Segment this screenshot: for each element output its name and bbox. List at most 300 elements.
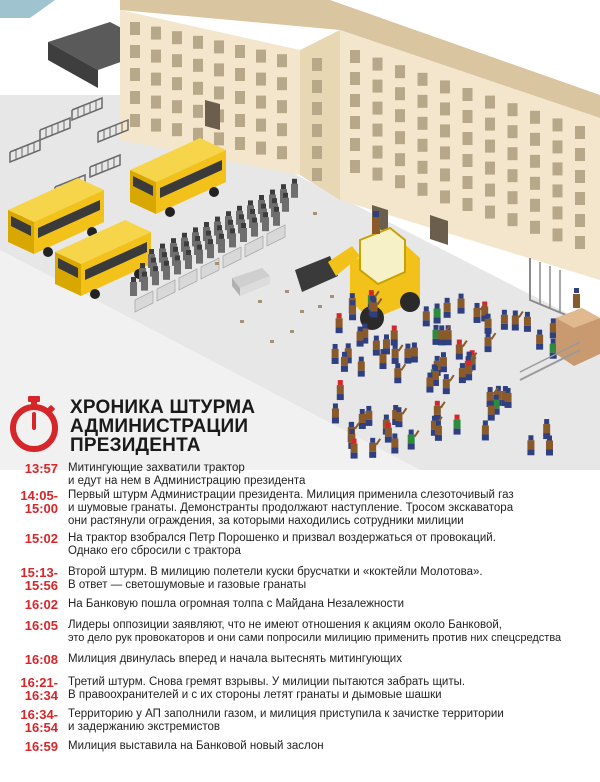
police-helmet — [239, 214, 244, 219]
protester-legs — [440, 366, 447, 372]
window — [235, 91, 245, 104]
window — [312, 146, 322, 159]
protester-legs — [550, 332, 557, 338]
entry-text: Третий штурм. Снова гремят взрывы. У милиции пытаются забрать щиты. В правоохранителей и с их стороны летят гранаты и дымовые шашки — [68, 676, 466, 701]
protester-legs — [485, 346, 492, 352]
window — [130, 114, 140, 127]
protester-hat — [412, 343, 417, 348]
window — [395, 87, 405, 100]
window — [235, 137, 245, 150]
protester — [404, 349, 411, 358]
man-on-tractor-head — [373, 211, 379, 217]
protester-hat — [486, 332, 491, 337]
protester-hat — [444, 374, 449, 379]
police-helmet — [226, 211, 231, 216]
police-helmet — [131, 277, 136, 282]
police-helmet — [195, 236, 200, 241]
window — [235, 114, 245, 127]
window — [151, 27, 161, 40]
window — [418, 183, 428, 196]
protester — [379, 354, 386, 363]
protester-hat — [551, 339, 556, 344]
timeline-entry — [0, 653, 600, 676]
protester-legs — [371, 312, 378, 318]
window — [418, 161, 428, 174]
protester-legs — [394, 377, 401, 383]
police-helmet — [274, 207, 279, 212]
window — [277, 77, 287, 90]
window — [508, 169, 518, 182]
entry-text: Территорию у АП заполнили газом, и милиция приступила к зачистке территории и задержанию экстремистов — [68, 708, 504, 733]
window — [193, 59, 203, 72]
protester-hat — [393, 344, 398, 349]
man-on-booth — [573, 294, 580, 308]
police-helmet — [160, 244, 165, 249]
protester — [423, 311, 430, 320]
police-officer — [185, 255, 192, 269]
window — [256, 50, 266, 63]
police-helmet — [206, 231, 211, 236]
window — [463, 110, 473, 123]
entry-text: На трактор взобрался Петр Порошенко и призвал воздержаться от провокаций. Однако его сбросили с трактора — [68, 532, 496, 557]
entry-text: Лидеры оппозиции заявляют, что не имеют отношения к акциям около Банковой, это дело рук провокаторов и они сами попросили милицию применить против них спецсредства — [68, 619, 562, 644]
police-helmet — [217, 225, 222, 230]
window — [530, 111, 540, 124]
window — [395, 175, 405, 188]
window — [463, 198, 473, 211]
protester — [357, 332, 364, 341]
police-officer — [196, 250, 203, 264]
bus-wheel — [165, 207, 175, 217]
protester-legs — [444, 312, 451, 318]
police-helmet — [248, 200, 253, 205]
entry-text: Милиция выставила на Банковой новый заслон — [68, 740, 324, 752]
window — [256, 96, 266, 109]
window — [277, 54, 287, 67]
title-block — [8, 392, 308, 462]
window — [395, 153, 405, 166]
window — [350, 50, 360, 63]
protester-legs — [373, 350, 380, 356]
tractor-cabin — [360, 228, 405, 284]
protester — [341, 357, 348, 366]
entry-time: 15:13- 15:56 — [20, 565, 58, 593]
title-line: АДМИНИСТРАЦИИ — [70, 416, 249, 437]
window — [172, 77, 182, 90]
police-helmet — [175, 255, 180, 260]
police-officer — [273, 212, 280, 226]
protester-legs — [474, 317, 481, 323]
window — [350, 160, 360, 173]
bus-wheel — [90, 289, 100, 299]
protester-legs — [411, 357, 418, 363]
police-officer — [207, 244, 214, 258]
protester-legs — [512, 324, 519, 330]
window — [256, 142, 266, 155]
police-helmet — [193, 227, 198, 232]
man-on-tractor — [372, 218, 380, 234]
protester — [550, 344, 557, 353]
window — [373, 58, 383, 71]
timeline-entry — [0, 676, 600, 708]
window — [395, 109, 405, 122]
timeline-entry — [0, 566, 600, 598]
police-helmet — [252, 218, 257, 223]
protester — [443, 379, 450, 388]
window — [575, 214, 585, 227]
protester — [444, 303, 451, 312]
window — [312, 102, 322, 115]
debris-piece — [330, 295, 334, 298]
stopwatch-icon — [8, 394, 60, 454]
window — [418, 117, 428, 130]
police-helmet — [151, 258, 156, 263]
protester — [411, 348, 418, 357]
tractor-wheel — [400, 292, 420, 312]
timeline-entry — [0, 740, 600, 760]
entry-time: 16:21- 16:34 — [20, 675, 58, 703]
police-helmet — [230, 228, 235, 233]
window — [214, 63, 224, 76]
window — [373, 146, 383, 159]
protester-hat — [350, 293, 355, 298]
protester — [438, 330, 445, 339]
window — [575, 148, 585, 161]
protester — [550, 323, 557, 332]
protester-hat — [405, 344, 410, 349]
protester — [524, 317, 531, 326]
window — [508, 147, 518, 160]
protester-hat — [502, 310, 507, 315]
protester-hat — [359, 357, 364, 362]
protester-legs — [459, 377, 466, 383]
debris-piece — [258, 300, 262, 303]
window — [440, 146, 450, 159]
protester-legs — [336, 327, 343, 333]
entry-time: 16:02 — [24, 597, 58, 612]
entry-time: 16:34- 16:54 — [20, 707, 58, 735]
police-officer — [251, 223, 258, 237]
title-line: ПРЕЗИДЕНТА — [70, 435, 201, 456]
window — [508, 213, 518, 226]
protester — [332, 349, 339, 358]
protester-hat — [435, 304, 440, 309]
police-helmet — [142, 272, 147, 277]
police-officer — [229, 233, 236, 247]
window — [214, 132, 224, 145]
protester-hat — [475, 303, 480, 308]
police-helmet — [215, 217, 220, 222]
window — [373, 102, 383, 115]
debris-piece — [270, 340, 274, 343]
protester — [501, 315, 508, 324]
window — [485, 140, 495, 153]
protester-hat — [434, 325, 439, 330]
title-line: ХРОНИКА ШТУРМА — [70, 397, 256, 418]
window — [312, 58, 322, 71]
window — [193, 105, 203, 118]
protester-hat — [392, 326, 397, 331]
protester-hat — [358, 327, 363, 332]
bus-wheel — [209, 187, 219, 197]
window — [485, 118, 495, 131]
entry-time: 15:02 — [24, 531, 58, 546]
window — [350, 72, 360, 85]
window — [575, 192, 585, 205]
protester-hat — [338, 380, 343, 385]
window — [151, 50, 161, 63]
man-on-booth-head — [574, 288, 579, 293]
police-helmet — [250, 209, 255, 214]
protester — [391, 331, 398, 340]
police-helmet — [259, 195, 264, 200]
door-left — [205, 100, 220, 130]
bus-wheel — [43, 247, 53, 257]
protester-hat — [467, 352, 472, 357]
window — [530, 155, 540, 168]
police-helmet — [228, 220, 233, 225]
police-helmet — [270, 190, 275, 195]
police-helmet — [153, 266, 158, 271]
window — [130, 45, 140, 58]
protester-hat — [362, 324, 367, 329]
protester-legs — [423, 320, 430, 326]
police-helmet — [237, 206, 242, 211]
protester-hat — [427, 373, 432, 378]
protester-hat — [459, 294, 464, 299]
police-helmet — [263, 212, 268, 217]
window — [151, 119, 161, 132]
protester-hat — [350, 300, 355, 305]
window — [485, 162, 495, 175]
protester-legs — [501, 324, 508, 330]
police-officer — [218, 239, 225, 253]
police-helmet — [261, 204, 266, 209]
police-helmet — [241, 223, 246, 228]
window — [440, 168, 450, 181]
debris-piece — [313, 212, 317, 215]
protester — [458, 299, 465, 308]
window — [373, 168, 383, 181]
window — [508, 103, 518, 116]
protester — [349, 305, 356, 314]
window — [395, 131, 405, 144]
entry-text: Милиция двинулась вперед и начала вытеснять митингующих — [68, 653, 402, 665]
police-helmet — [186, 250, 191, 255]
police-helmet — [171, 238, 176, 243]
window — [530, 177, 540, 190]
window — [553, 184, 563, 197]
police-helmet — [182, 233, 187, 238]
protester-legs — [341, 366, 348, 372]
window — [508, 191, 518, 204]
window — [350, 138, 360, 151]
protester-hat — [441, 352, 446, 357]
window — [508, 125, 518, 138]
protester-hat — [435, 356, 440, 361]
police-officer — [163, 266, 170, 280]
window — [193, 82, 203, 95]
police-helmet — [149, 249, 154, 254]
window — [350, 94, 360, 107]
protester-hat — [551, 318, 556, 323]
window — [312, 80, 322, 93]
window — [277, 100, 287, 113]
entry-time: 14:05- 15:00 — [20, 488, 58, 516]
window — [553, 206, 563, 219]
protester-hat — [374, 336, 379, 341]
window — [373, 80, 383, 93]
police-helmet — [219, 234, 224, 239]
protester-hat — [333, 344, 338, 349]
police-helmet — [281, 184, 286, 189]
debris-piece — [300, 310, 304, 313]
window — [530, 199, 540, 212]
window — [277, 146, 287, 159]
protester-hat — [395, 363, 400, 368]
protester — [394, 368, 401, 377]
protester-hat — [466, 360, 471, 365]
window — [485, 184, 495, 197]
police-helmet — [173, 247, 178, 252]
window — [193, 36, 203, 49]
protester-legs — [357, 341, 364, 347]
protester-hat — [445, 298, 450, 303]
debris-piece — [285, 290, 289, 293]
window — [575, 236, 585, 249]
protester — [336, 318, 343, 327]
timeline-list — [0, 462, 600, 760]
protester — [373, 341, 380, 350]
protester-legs — [434, 318, 441, 324]
window — [151, 96, 161, 109]
protester-legs — [349, 314, 356, 320]
entry-time: 16:05 — [24, 618, 58, 633]
police-helmet — [204, 222, 209, 227]
protester-hat — [337, 313, 342, 318]
protester-hat — [369, 290, 374, 295]
window — [172, 123, 182, 136]
police-officer — [240, 228, 247, 242]
entry-text: Митингующие захватили трактор и едут на нем в Администрацию президента — [68, 462, 306, 487]
protester-hat — [372, 298, 377, 303]
debris-piece — [215, 262, 219, 265]
window — [575, 126, 585, 139]
protester-legs — [392, 358, 399, 364]
protester-hat — [346, 343, 351, 348]
protester-hat — [439, 325, 444, 330]
window — [485, 96, 495, 109]
timeline-entry — [0, 708, 600, 740]
window — [312, 124, 322, 137]
window — [130, 22, 140, 35]
window — [235, 45, 245, 58]
police-officer — [152, 271, 159, 285]
police-helmet — [197, 245, 202, 250]
protester — [371, 303, 378, 312]
window — [350, 116, 360, 129]
protester — [485, 337, 492, 346]
protester — [440, 357, 447, 366]
protester — [456, 345, 463, 354]
window — [130, 68, 140, 81]
protester — [465, 365, 472, 374]
police-helmet — [164, 261, 169, 266]
protester-hat — [380, 349, 385, 354]
protester — [392, 349, 399, 358]
protester — [536, 335, 543, 344]
protester-legs — [465, 374, 472, 380]
police-officer — [291, 184, 298, 198]
entry-time: 16:08 — [24, 652, 58, 667]
window — [440, 190, 450, 203]
window — [418, 95, 428, 108]
window — [214, 40, 224, 53]
corner-slab — [0, 0, 55, 18]
window — [553, 162, 563, 175]
protester — [434, 309, 441, 318]
protester-hat — [384, 334, 389, 339]
police-officer — [282, 198, 289, 212]
protester-hat — [513, 310, 518, 315]
police-helmet — [184, 241, 189, 246]
protester-hat — [460, 363, 465, 368]
police-helmet — [140, 263, 145, 268]
timeline-entry — [0, 619, 600, 653]
entry-text: Первый штурм Администрации президента. Милиция применила слезоточивый газ и шумовые гранаты. Демонстранты продолжают наступление. Тросом экскаватора они растянули ограждения, за которыми находились сотрудники милиции — [68, 489, 514, 527]
protester-legs — [358, 371, 365, 377]
window — [485, 206, 495, 219]
window — [553, 140, 563, 153]
timeline-section — [0, 392, 600, 782]
protester-hat — [486, 314, 491, 319]
protester-legs — [524, 326, 531, 332]
protester-legs — [445, 339, 452, 345]
window — [172, 31, 182, 44]
window — [395, 65, 405, 78]
police-helmet — [162, 252, 167, 257]
window — [277, 123, 287, 136]
police-helmet — [283, 193, 288, 198]
entry-text: Второй штурм. В милицию полетели куски брусчатки и «коктейли Молотова». В ответ — светошумовые и газовые гранаты — [68, 566, 483, 591]
window — [463, 88, 473, 101]
protester-legs — [536, 344, 543, 350]
window — [373, 124, 383, 137]
timeline-entry — [0, 489, 600, 532]
protester-hat — [433, 366, 438, 371]
protester-hat — [525, 312, 530, 317]
window — [553, 118, 563, 131]
entry-text: На Банковую пошла огромная толпа с Майдана Незалежности — [68, 598, 405, 610]
protester-legs — [438, 339, 445, 345]
window — [130, 91, 140, 104]
window — [418, 73, 428, 86]
window — [172, 54, 182, 67]
entry-time: 13:57 — [24, 461, 58, 476]
window — [214, 86, 224, 99]
protester — [512, 315, 519, 324]
police-helmet — [208, 239, 213, 244]
window — [463, 132, 473, 145]
police-officer — [174, 260, 181, 274]
protester — [485, 319, 492, 328]
police-officer — [262, 217, 269, 231]
window — [553, 228, 563, 241]
protester-hat — [342, 352, 347, 357]
protester — [474, 308, 481, 317]
protester-legs — [404, 358, 411, 364]
protester — [383, 339, 390, 348]
